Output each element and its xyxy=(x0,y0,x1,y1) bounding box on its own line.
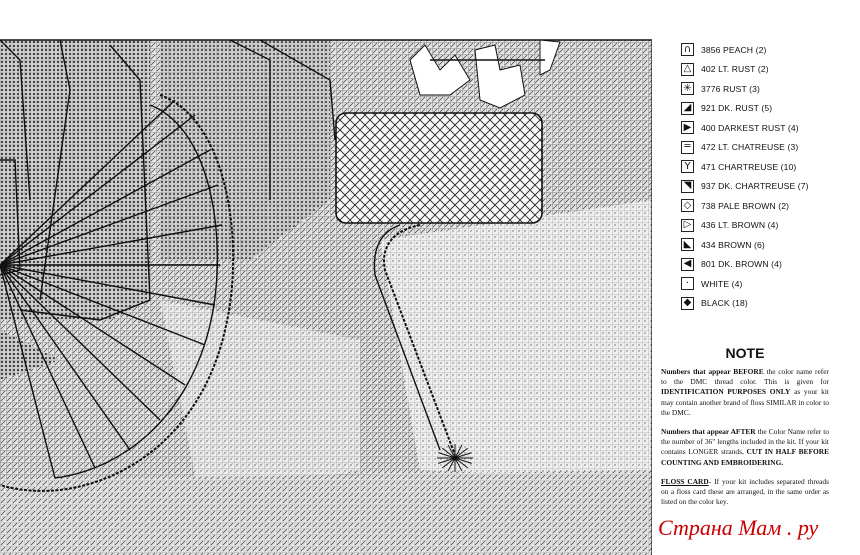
note-paragraph-before xyxy=(661,367,829,418)
legend-item xyxy=(681,79,856,99)
note-emphasis: IDENTIFICATION PURPOSES ONLY xyxy=(661,387,791,397)
note-emphasis: Numbers that appear BEFORE xyxy=(661,367,764,376)
legend-item xyxy=(681,177,856,197)
note-title: NOTE xyxy=(725,345,765,361)
filled-diamond-icon: ◆ xyxy=(681,297,694,310)
legend-item xyxy=(681,294,856,314)
note-emphasis: Numbers that appear AFTER xyxy=(661,427,756,437)
note-text: the color name refer to the DMC thread color. This is given for xyxy=(661,367,829,387)
right-triangle-icon: ▶ xyxy=(681,121,694,134)
legend-item xyxy=(681,60,856,80)
color-key-legend xyxy=(681,40,856,313)
legend-item xyxy=(681,255,856,275)
note-emphasis: FLOSS CARD xyxy=(661,476,709,486)
legend-item-label: 400 DARKEST RUST (4) xyxy=(701,122,799,133)
left-triangle-icon: ◀ xyxy=(681,258,694,271)
note-paragraph-floss-card xyxy=(661,477,829,508)
note-text: the Color Name refer to the number of 36" lengths included in the kit. If your kit contains LONGER strands, xyxy=(661,427,829,457)
legend-item-label: 436 LT. BROWN (4) xyxy=(701,220,779,231)
note-text: - If your kit includes separated threads on a floss card these are arranged, in the same order as listed on the color key. xyxy=(661,476,829,507)
open-triangle-icon: △ xyxy=(681,63,694,76)
note-section xyxy=(661,345,829,516)
site-watermark: Страна Мам . ру xyxy=(658,515,819,540)
dot-icon: · xyxy=(681,277,694,290)
y-check-icon: Y xyxy=(681,160,694,173)
legend-item-label: 471 CHARTREUSE (10) xyxy=(701,161,797,172)
legend-item xyxy=(681,138,856,158)
legend-item-label: 3856 PEACH (2) xyxy=(701,44,767,55)
legend-item-label: BLACK (18) xyxy=(701,298,748,309)
legend-item xyxy=(681,274,856,294)
legend-item xyxy=(681,216,856,236)
legend-item-label: 402 LT. RUST (2) xyxy=(701,64,769,75)
double-bar-icon: ═ xyxy=(681,141,694,154)
legend-item-label: 434 BROWN (6) xyxy=(701,239,765,250)
legend-item xyxy=(681,235,856,255)
legend-item-label: 472 LT. CHATREUSE (3) xyxy=(701,142,799,153)
legend-item-label: WHITE (4) xyxy=(701,278,743,289)
open-right-triangle-icon: ▷ xyxy=(681,219,694,232)
top-corner-triangle-icon: ◥ xyxy=(681,180,694,193)
legend-item-label: 921 DK. RUST (5) xyxy=(701,103,773,114)
open-diamond-icon: ◇ xyxy=(681,199,694,212)
legend-item xyxy=(681,40,856,60)
legend-item-label: 801 DK. BROWN (4) xyxy=(701,259,782,270)
legend-item-label: 937 DK. CHARTREUSE (7) xyxy=(701,181,809,192)
legend-item xyxy=(681,118,856,138)
note-paragraph-after xyxy=(661,427,829,468)
legend-item xyxy=(681,99,856,119)
bottom-corner-triangle-icon: ◣ xyxy=(681,238,694,251)
corner-triangle-icon: ◢ xyxy=(681,102,694,115)
legend-item-label: 3776 RUST (3) xyxy=(701,83,760,94)
legend-item xyxy=(681,196,856,216)
legend-item-label: 738 PALE BROWN (2) xyxy=(701,200,790,211)
legend-item xyxy=(681,157,856,177)
arch-symbol-icon: ∩ xyxy=(681,43,694,56)
note-text: as your kit may contain another brand of floss SIMILAR in color to the DMC. xyxy=(661,387,829,417)
note-emphasis: CUT IN HALF BEFORE COUNTING AND EMBROIDERING. xyxy=(661,447,829,467)
asterisk-star-icon: ✳ xyxy=(681,82,694,95)
